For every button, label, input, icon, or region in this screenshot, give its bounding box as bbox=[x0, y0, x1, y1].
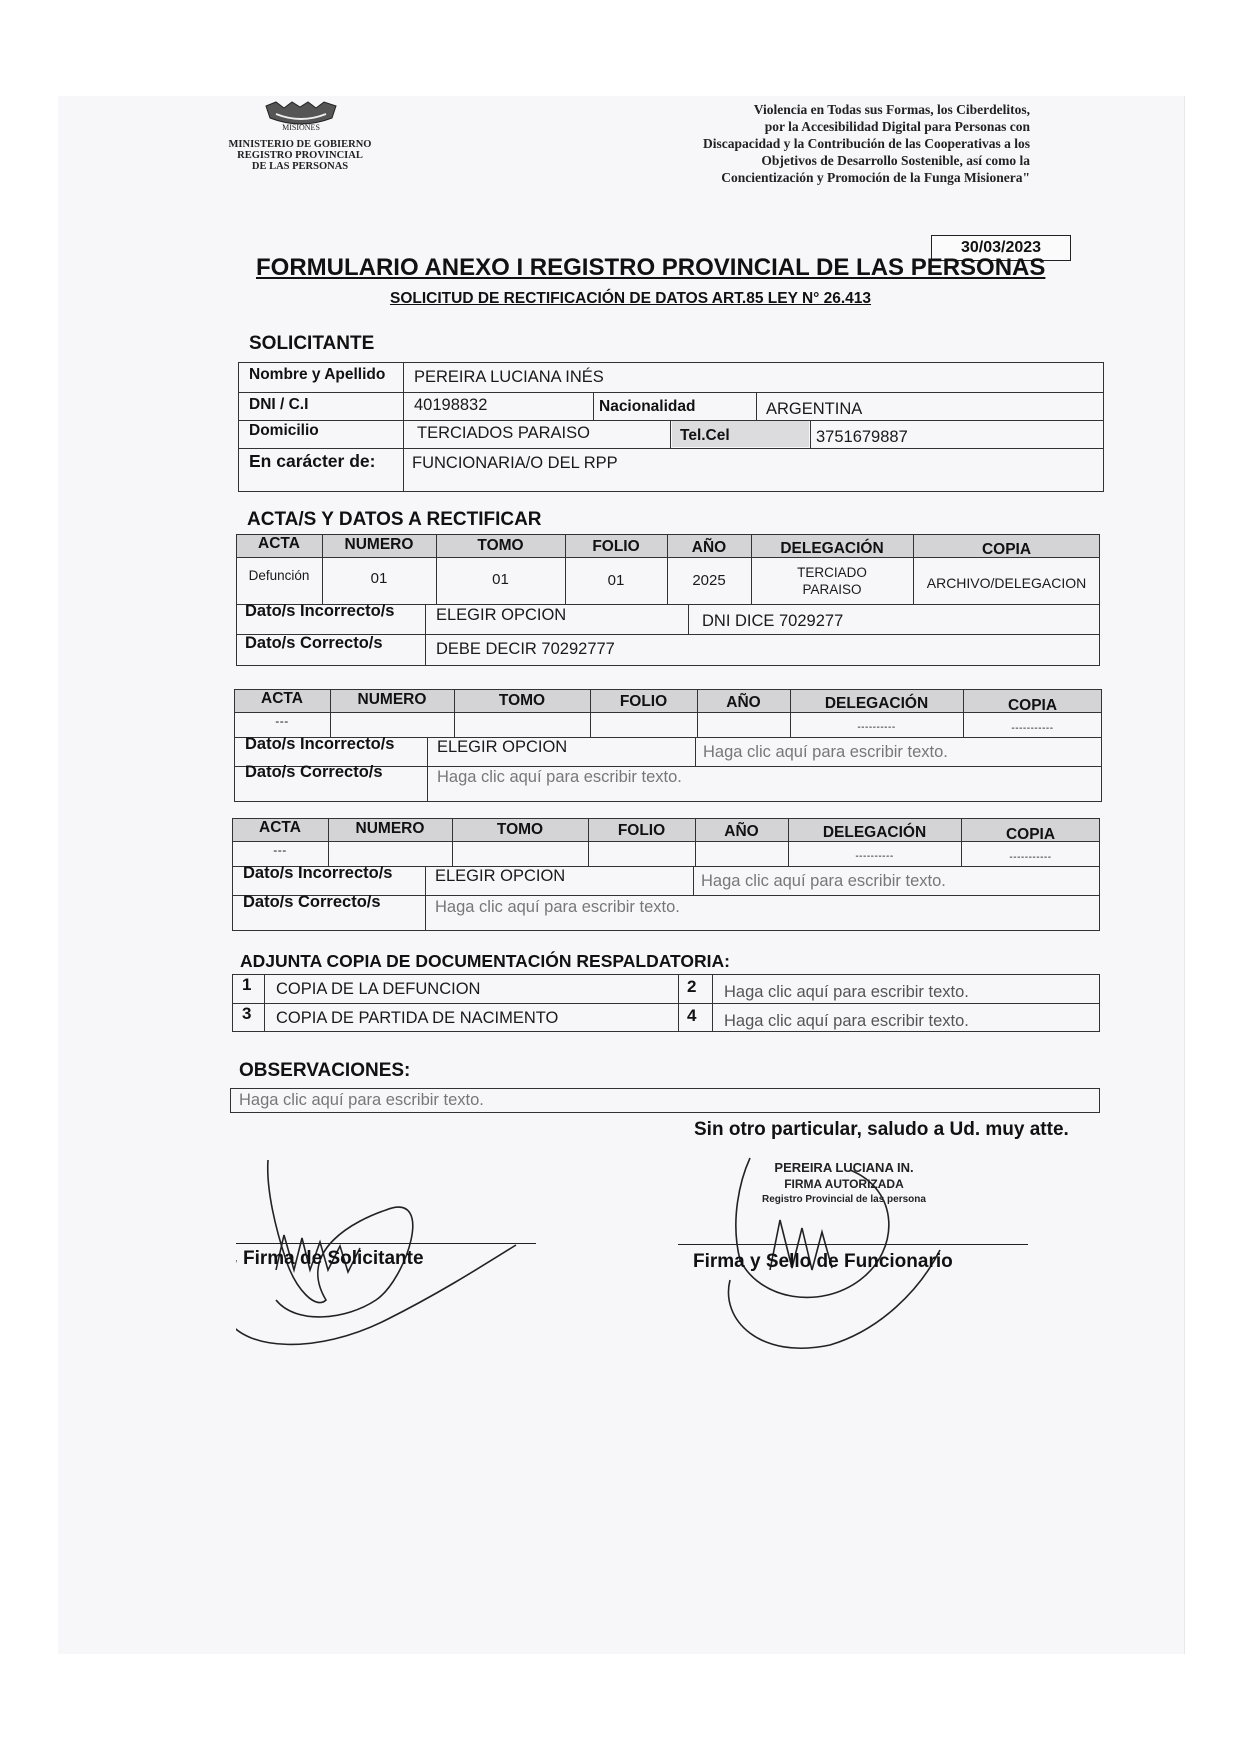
correct-text-field[interactable]: Haga clic aquí para escribir texto. bbox=[437, 768, 682, 786]
correct-text-field[interactable]: DEBE DECIR 70292777 bbox=[436, 640, 615, 658]
incorrect-text-field[interactable]: DNI DICE 7029277 bbox=[702, 612, 844, 630]
acta-type-cell[interactable]: Defunción bbox=[248, 568, 310, 583]
observaciones-heading: OBSERVACIONES: bbox=[239, 1060, 411, 1081]
delegacion-cell[interactable]: ---------- bbox=[857, 722, 896, 733]
incorrect-option-select[interactable]: ELEGIR OPCION bbox=[435, 867, 566, 885]
adjunta-num: 3 bbox=[242, 1004, 252, 1023]
col-anio: AÑO bbox=[726, 694, 761, 711]
col-copia: COPIA bbox=[1007, 697, 1058, 714]
col-numero: NUMERO bbox=[344, 536, 414, 553]
motto-line: Violencia en Todas sus Formas, los Ciberdelitos, bbox=[753, 102, 1030, 117]
adjunta-item-field[interactable]: COPIA DE PARTIDA DE NACIMENTO bbox=[276, 1009, 559, 1027]
correct-label: Dato/s Correcto/s bbox=[243, 893, 381, 911]
incorrect-option-select[interactable]: ELEGIR OPCION bbox=[436, 606, 567, 624]
incorrect-option-select[interactable]: ELEGIR OPCION bbox=[437, 738, 568, 756]
anio-cell[interactable]: 2025 bbox=[692, 572, 726, 589]
nombre-field[interactable]: PEREIRA LUCIANA INÉS bbox=[414, 368, 604, 386]
copia-cell[interactable]: ----------- bbox=[1011, 723, 1054, 734]
firma-funcionario-label: Firma y Sello de Funcionario bbox=[693, 1251, 953, 1272]
col-acta: ACTA bbox=[258, 535, 300, 552]
adjunta-item-field[interactable]: COPIA DE LA DEFUNCION bbox=[276, 980, 481, 998]
form-subtitle: SOLICITUD DE RECTIFICACIÓN DE DATOS ART.85 LEY N° 26.413 bbox=[390, 290, 872, 307]
motto-line: Discapacidad y la Contribución de las Cooperativas a los bbox=[702, 136, 1030, 151]
domicilio-label: Domicilio bbox=[249, 422, 319, 439]
domicilio-field[interactable]: TERCIADOS PARAISO bbox=[417, 424, 590, 442]
copia-cell[interactable]: ----------- bbox=[1009, 852, 1052, 863]
official-stamp bbox=[744, 1160, 944, 1208]
col-delegacion: DELEGACIÓN bbox=[780, 540, 884, 557]
actas-heading: ACTA/S Y DATOS A RECTIFICAR bbox=[247, 509, 542, 530]
folio-cell[interactable]: 01 bbox=[607, 572, 625, 589]
motto-line: Concientización y Promoción de la Funga Misionera" bbox=[721, 170, 1030, 185]
tel-label: Tel.Cel bbox=[680, 427, 730, 444]
incorrect-label: Dato/s Incorrecto/s bbox=[245, 602, 395, 620]
caracter-field[interactable]: FUNCIONARIA/O DEL RPP bbox=[412, 454, 618, 472]
institution-line: MINISTERIO DE GOBIERNO bbox=[228, 139, 372, 150]
stamp-line: PEREIRA LUCIANA IN. bbox=[774, 1160, 914, 1175]
stamp-line: FIRMA AUTORIZADA bbox=[784, 1177, 904, 1191]
col-numero: NUMERO bbox=[355, 820, 425, 837]
firma-solicitante-label: Firma de Solicitante bbox=[243, 1248, 424, 1269]
motto-line: por la Accesibilidad Digital para Personas con bbox=[764, 119, 1030, 134]
crest-lettering: MISIONES bbox=[282, 123, 320, 132]
correct-label: Dato/s Correcto/s bbox=[245, 763, 383, 781]
correct-label: Dato/s Correcto/s bbox=[245, 634, 383, 652]
adjunta-num: 1 bbox=[242, 975, 252, 994]
correct-text-field[interactable]: Haga clic aquí para escribir texto. bbox=[435, 898, 680, 916]
col-acta: ACTA bbox=[259, 819, 301, 836]
adjunta-item-field[interactable]: Haga clic aquí para escribir texto. bbox=[724, 983, 969, 1001]
numero-cell[interactable]: 01 bbox=[370, 570, 388, 587]
motto-line: Objetivos de Desarrollo Sostenible, así como la bbox=[761, 153, 1030, 168]
tomo-cell[interactable]: 01 bbox=[492, 571, 509, 588]
col-folio: FOLIO bbox=[619, 693, 668, 710]
adjunta-item-field[interactable]: Haga clic aquí para escribir texto. bbox=[724, 1012, 969, 1030]
stamp-line: Registro Provincial de las persona bbox=[762, 1194, 926, 1205]
solicitante-signature-line bbox=[236, 1243, 536, 1244]
col-delegacion: DELEGACIÓN bbox=[824, 695, 929, 712]
institution-name bbox=[210, 139, 390, 172]
col-copia: COPIA bbox=[1005, 826, 1056, 843]
col-numero: NUMERO bbox=[357, 691, 427, 708]
acta-type-cell[interactable]: --- bbox=[275, 714, 289, 728]
copia-cell[interactable]: ARCHIVO/DELEGACION bbox=[926, 575, 1087, 591]
institution-line: DE LAS PERSONAS bbox=[251, 161, 349, 172]
delegacion-cell[interactable]: TERCIADO PARAISO bbox=[797, 565, 867, 597]
incorrect-text-field[interactable]: Haga clic aquí para escribir texto. bbox=[703, 743, 948, 761]
incorrect-label: Dato/s Incorrecto/s bbox=[245, 735, 395, 753]
tel-field[interactable]: 3751679887 bbox=[816, 428, 908, 446]
col-anio: AÑO bbox=[724, 823, 759, 840]
nacionalidad-field[interactable]: ARGENTINA bbox=[766, 400, 863, 418]
form-title: FORMULARIO ANEXO I REGISTRO PROVINCIAL DE LAS PERSONAS bbox=[256, 254, 1046, 281]
dni-label: DNI / C.I bbox=[249, 396, 309, 413]
form-date: 30/03/2023 bbox=[931, 235, 1071, 261]
official-motto bbox=[560, 101, 1030, 186]
col-delegacion: DELEGACIÓN bbox=[822, 824, 927, 841]
col-tomo: TOMO bbox=[498, 692, 546, 709]
caracter-label: En carácter de: bbox=[249, 451, 376, 471]
nombre-label: Nombre y Apellido bbox=[249, 366, 386, 383]
delegacion-cell[interactable]: ---------- bbox=[855, 851, 894, 862]
adjunta-heading: ADJUNTA COPIA DE DOCUMENTACIÓN RESPALDATORIA: bbox=[240, 951, 730, 971]
acta-type-cell[interactable]: --- bbox=[273, 843, 287, 857]
col-acta: ACTA bbox=[261, 690, 303, 707]
col-anio: AÑO bbox=[691, 539, 727, 556]
incorrect-label: Dato/s Incorrecto/s bbox=[243, 864, 393, 882]
adjunta-num: 4 bbox=[687, 1006, 697, 1025]
col-tomo: TOMO bbox=[496, 821, 544, 838]
dni-field[interactable]: 40198832 bbox=[414, 396, 488, 414]
col-folio: FOLIO bbox=[592, 538, 640, 555]
closing-text: Sin otro particular, saludo a Ud. muy atte. bbox=[694, 1119, 1069, 1140]
col-tomo: TOMO bbox=[477, 537, 524, 554]
nacionalidad-label: Nacionalidad bbox=[599, 398, 696, 415]
col-copia: COPIA bbox=[981, 541, 1032, 558]
adjunta-num: 2 bbox=[687, 977, 697, 996]
solicitante-heading: SOLICITANTE bbox=[249, 333, 375, 354]
misiones-crest-icon bbox=[262, 100, 340, 134]
funcionario-signature-line bbox=[678, 1244, 1028, 1245]
observaciones-field[interactable]: Haga clic aquí para escribir texto. bbox=[239, 1091, 484, 1109]
col-folio: FOLIO bbox=[617, 822, 666, 839]
incorrect-text-field[interactable]: Haga clic aquí para escribir texto. bbox=[701, 872, 946, 890]
institution-line: REGISTRO PROVINCIAL bbox=[237, 150, 363, 161]
